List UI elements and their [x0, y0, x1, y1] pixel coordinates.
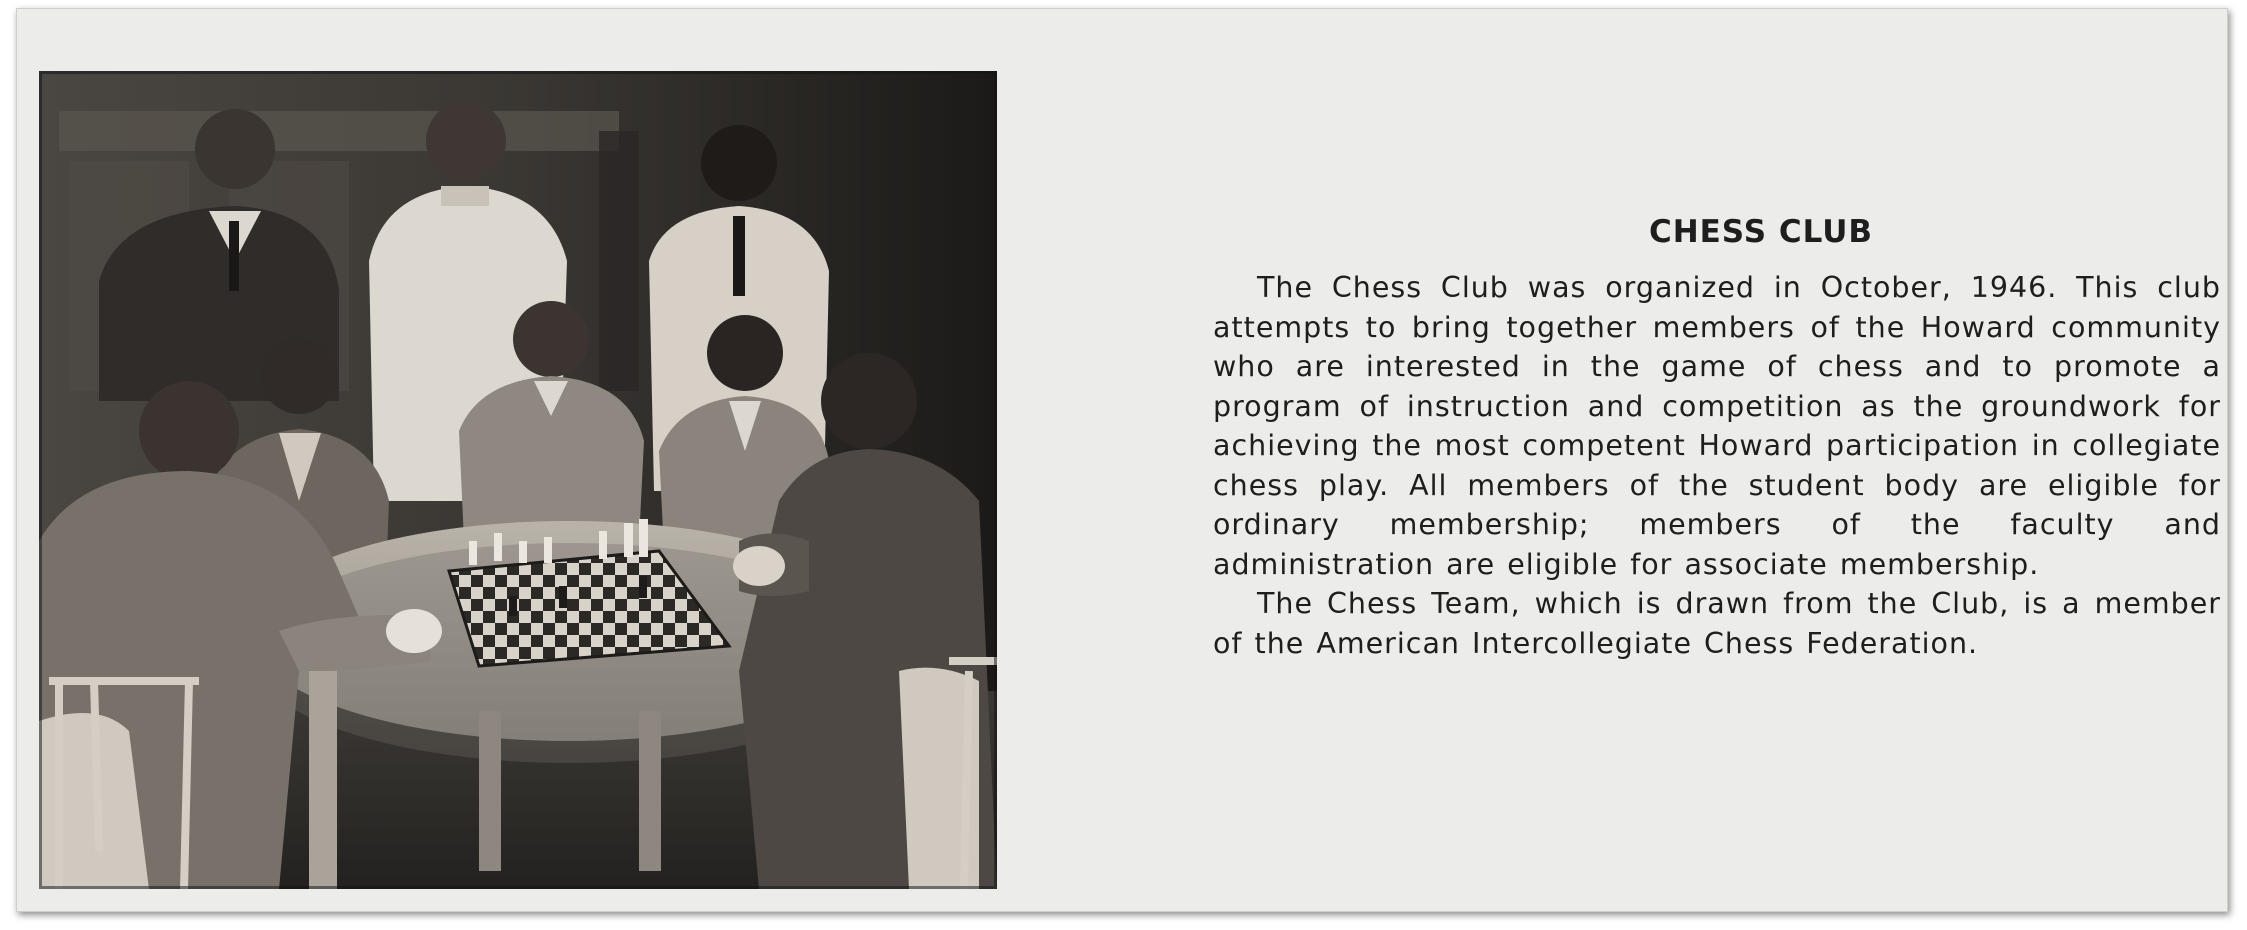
chess-club-photo: [39, 71, 997, 889]
yearbook-page: [16, 8, 2228, 912]
article-paragraph-2: The Chess Team, which is drawn from the Club, is a member of the American Intercollegiate Chess Federation.: [1213, 587, 2221, 660]
article-paragraph-1: The Chess Club was organized in October, 1946. This club attempts to bring together members of the Howard community who are interested in the game of chess and to promote a program of instruction and competition as the groundwork for achieving the most competent Howard participation in collegiate chess play. All members of the student body are eligible for ordinary membership; members of the faculty and administration are eligible for associate membership.: [1213, 271, 2221, 581]
article: [1213, 214, 2221, 663]
article-title: CHESS CLUB: [1648, 214, 1874, 250]
